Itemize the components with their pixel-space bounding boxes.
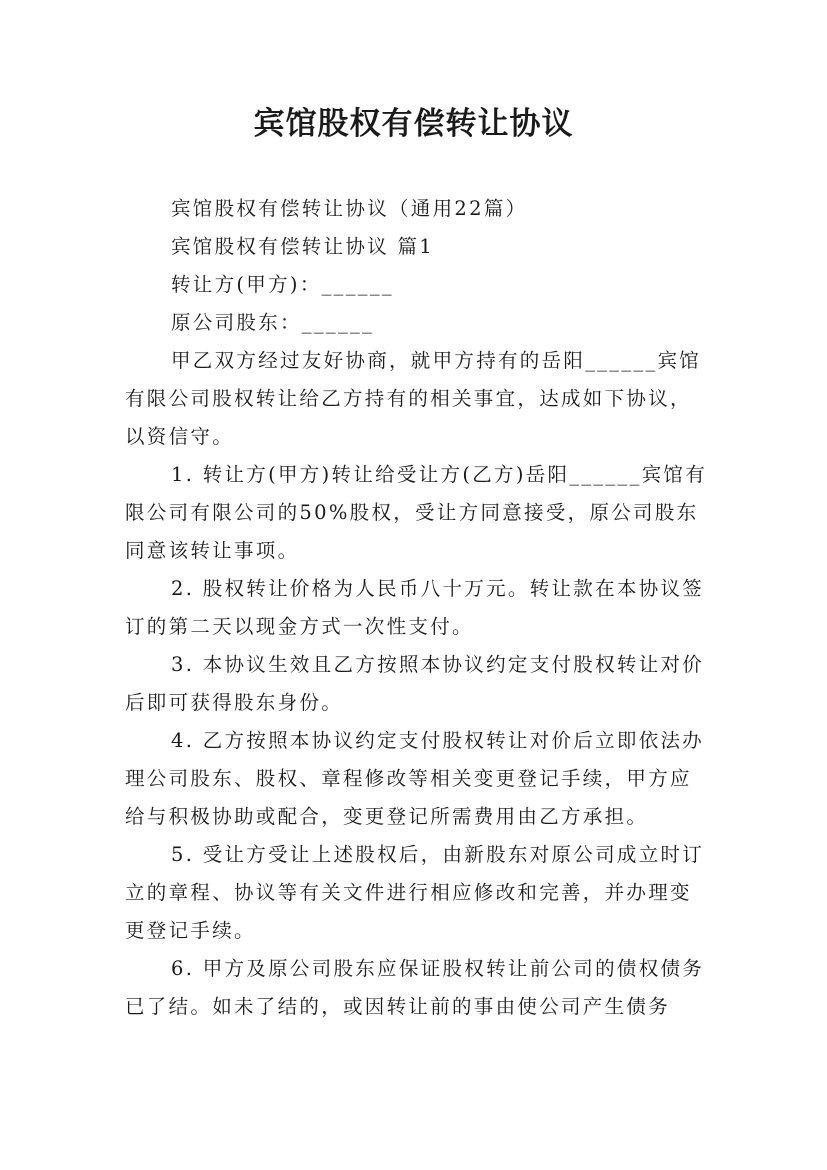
clause-6: 6. 甲方及原公司股东应保证股权转让前公司的债权债务已了结。如未了结的，或因转让前的事由使公司产生债务: [125, 957, 705, 1018]
preamble-paragraph: 甲乙双方经过友好协商，就甲方持有的岳阳______宾馆有限公司股权转让给乙方持有的相关事宜，达成如下协议，以资信守。: [125, 349, 702, 448]
transferor-line: 转让方(甲方)：______: [171, 273, 394, 296]
document-title: 宾馆股权有偿转让协议: [253, 106, 574, 142]
clause-4: 4. 乙方按照本协议约定支付股权转让对价后立即依法办理公司股东、股权、章程修改等相关变更登记手续，甲方应给与积极协助或配合，变更登记所需费用由乙方承担。: [125, 729, 705, 828]
clause-2: 2. 股权转让价格为人民币八十万元。转让款在本协议签订的第二天以现金方式一次性支付。: [125, 577, 705, 638]
original-shareholder-line: 原公司股东：______: [171, 311, 375, 334]
section-heading: 宾馆股权有偿转让协议 篇1: [171, 235, 435, 258]
clause-1: 1. 转让方(甲方)转让给受让方(乙方)岳阳______宾馆有限公司有限公司的50%股权，受让方同意接受，原公司股东同意该转让事项。: [125, 463, 708, 562]
clause-3: 3. 本协议生效且乙方按照本协议约定支付股权转让对价后即可获得股东身份。: [125, 653, 705, 714]
subtitle-line: 宾馆股权有偿转让协议（通用22篇）: [171, 197, 528, 220]
clause-5: 5. 受让方受让上述股权后，由新股东对原公司成立时订立的章程、协议等有关文件进行相应修改和完善，并办理变更登记手续。: [125, 843, 705, 942]
document-body: [125, 190, 710, 1026]
